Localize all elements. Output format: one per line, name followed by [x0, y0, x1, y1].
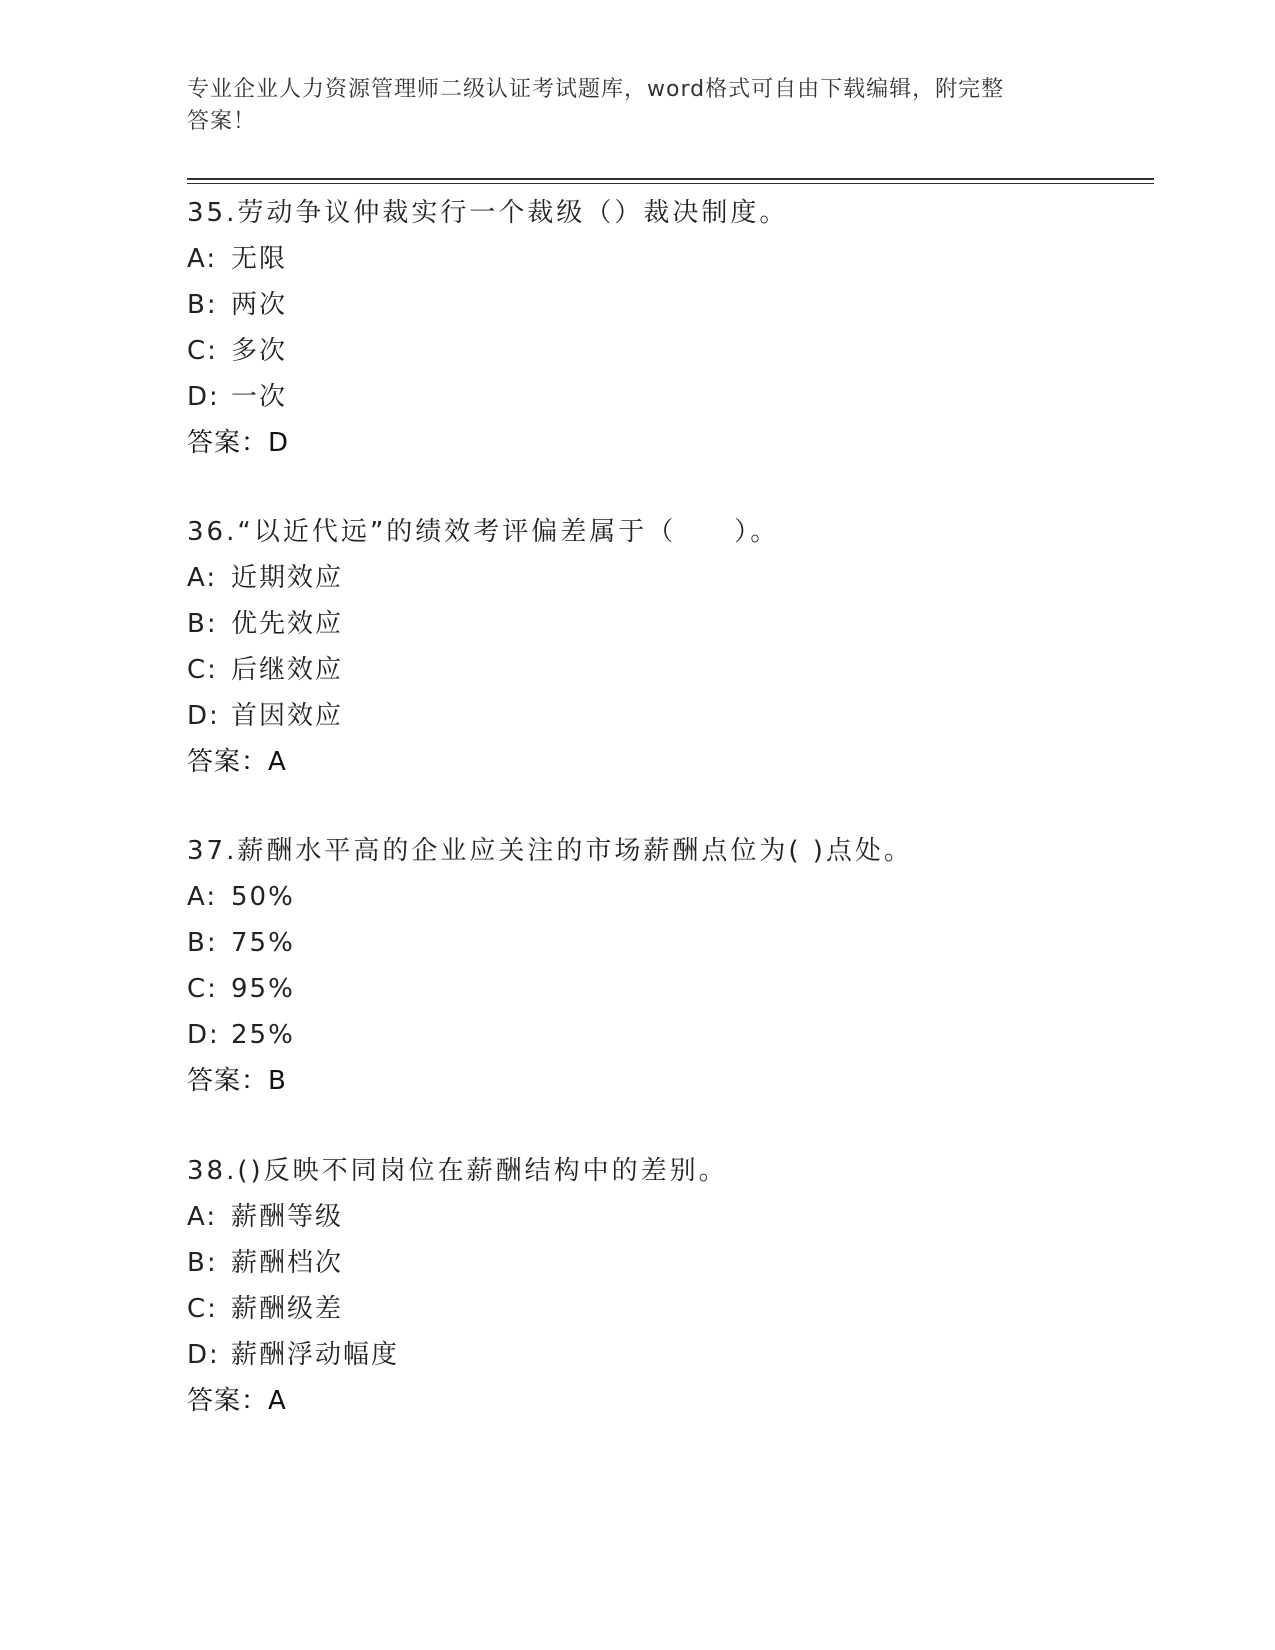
answer-line: 答案：D	[187, 428, 290, 458]
option-letter: C:	[187, 1294, 218, 1324]
option-text: 薪酬档次	[231, 1248, 344, 1278]
option-c	[187, 966, 1147, 1012]
document-header	[187, 74, 1087, 138]
option-letter: C:	[187, 974, 218, 1004]
question-block	[187, 828, 1147, 1104]
answer-line: 答案：A	[187, 1386, 287, 1416]
option-b	[187, 920, 1147, 966]
option-b	[187, 1240, 1147, 1286]
option-text: 薪酬等级	[231, 1202, 344, 1232]
option-letter: D:	[187, 1340, 220, 1370]
header-line-1: 专业企业人力资源管理师二级认证考试题库，word格式可自由下载编辑，附完整	[187, 77, 1005, 102]
option-text: 首因效应	[231, 701, 344, 731]
option-a	[187, 555, 1147, 601]
answer-line: 答案：A	[187, 747, 287, 777]
option-a	[187, 1194, 1147, 1240]
option-text: 50%	[231, 882, 295, 912]
option-letter: D:	[187, 1020, 220, 1050]
option-text: 后继效应	[231, 655, 344, 685]
option-letter: C:	[187, 655, 218, 685]
option-text: 近期效应	[231, 563, 344, 593]
option-b	[187, 601, 1147, 647]
option-d	[187, 374, 1147, 420]
option-d	[187, 1012, 1147, 1058]
option-letter: D:	[187, 701, 220, 731]
option-text: 两次	[231, 290, 288, 320]
option-letter: B:	[187, 1248, 218, 1278]
question-stem: 36.“以近代远”的绩效考评偏差属于（ ）。	[187, 517, 780, 547]
header-divider-thick	[187, 178, 1154, 180]
option-letter: B:	[187, 290, 218, 320]
option-d	[187, 1332, 1147, 1378]
option-text: 多次	[231, 336, 288, 366]
option-text: 薪酬级差	[231, 1294, 344, 1324]
option-c	[187, 647, 1147, 693]
option-letter: A:	[187, 1202, 218, 1232]
question-block	[187, 190, 1147, 466]
option-letter: A:	[187, 244, 218, 274]
option-text: 薪酬浮动幅度	[231, 1340, 400, 1370]
question-block	[187, 1148, 1147, 1424]
option-text: 一次	[231, 382, 288, 412]
option-letter: A:	[187, 882, 218, 912]
option-b	[187, 282, 1147, 328]
option-text: 无限	[231, 244, 288, 274]
header-divider-thin	[187, 183, 1154, 184]
option-letter: A:	[187, 563, 218, 593]
answer-line: 答案：B	[187, 1066, 287, 1096]
option-d	[187, 693, 1147, 739]
option-text: 优先效应	[231, 609, 344, 639]
option-text: 75%	[231, 928, 295, 958]
question-stem: 38.()反映不同岗位在薪酬结构中的差别。	[187, 1156, 728, 1186]
option-c	[187, 1286, 1147, 1332]
option-a	[187, 236, 1147, 282]
option-text: 95%	[231, 974, 295, 1004]
question-block	[187, 509, 1147, 785]
header-line-2: 答案！	[187, 109, 257, 134]
option-letter: B:	[187, 609, 218, 639]
option-text: 25%	[231, 1020, 295, 1050]
question-stem: 37.薪酬水平高的企业应关注的市场薪酬点位为( )点处。	[187, 836, 913, 866]
option-a	[187, 874, 1147, 920]
option-letter: C:	[187, 336, 218, 366]
option-letter: B:	[187, 928, 218, 958]
option-c	[187, 328, 1147, 374]
question-stem: 35.劳动争议仲裁实行一个裁级（）裁决制度。	[187, 198, 789, 228]
option-letter: D:	[187, 382, 220, 412]
